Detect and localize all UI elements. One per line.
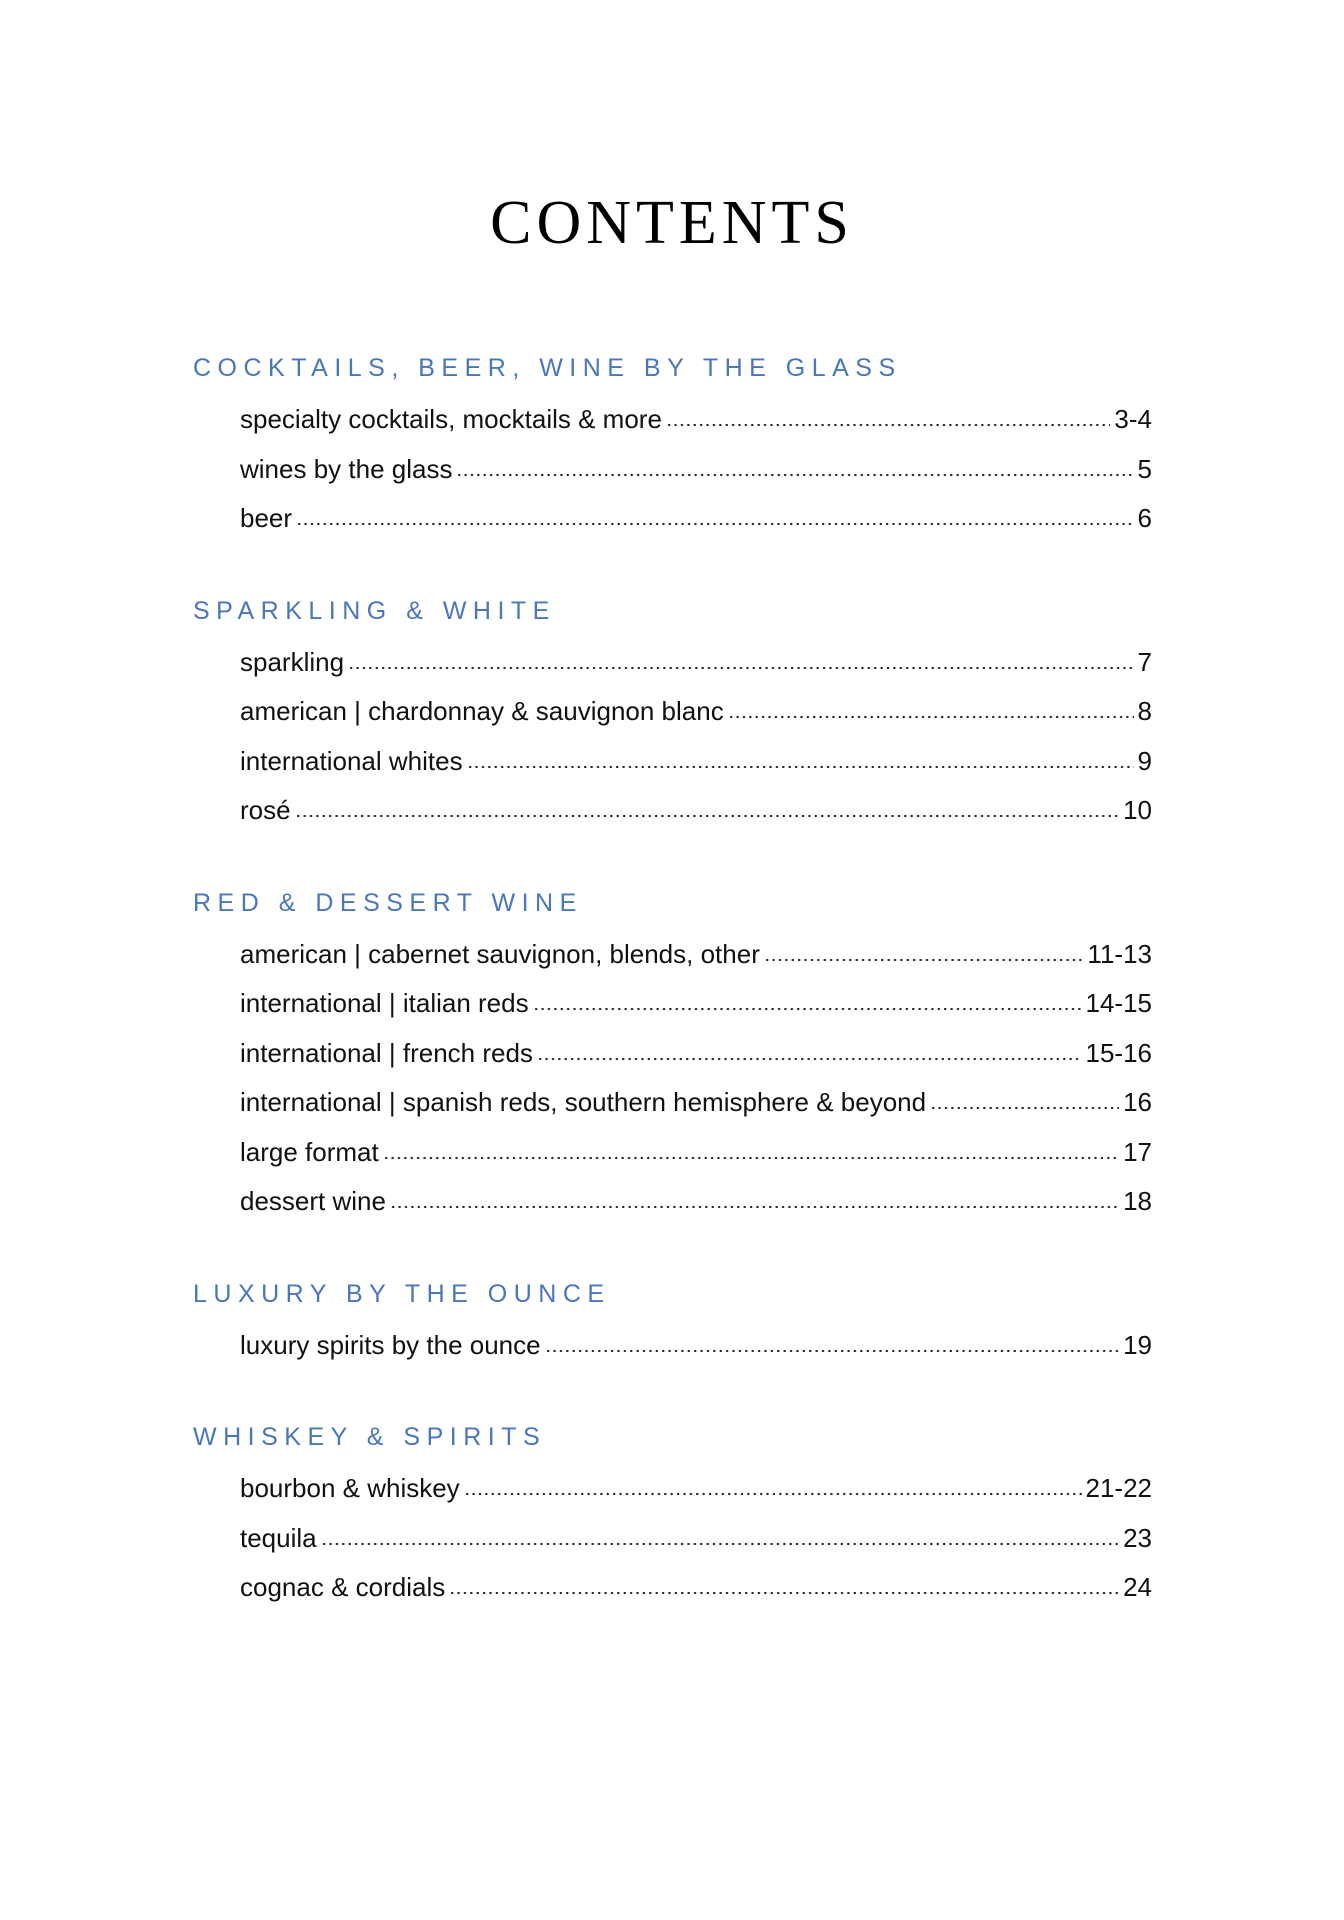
toc-entry-page-number: 19 xyxy=(1123,1329,1152,1360)
toc-entry-page-number: 21-22 xyxy=(1085,1473,1152,1503)
toc-entry-label: wines by the glass xyxy=(240,453,453,484)
toc-entry-page-number: 9 xyxy=(1137,745,1152,776)
dot-leader xyxy=(666,402,1111,428)
toc-entry-label: specialty cocktails, mocktails & more xyxy=(240,404,662,434)
toc-entry-label: international whites xyxy=(240,745,463,776)
toc-entry-label: dessert wine xyxy=(240,1186,386,1216)
dot-leader xyxy=(930,1085,1119,1111)
section-heading: RED & DESSERT WINE xyxy=(193,888,583,917)
toc-entry[interactable] xyxy=(240,1078,1152,1128)
section-entry-list xyxy=(0,930,1344,1227)
toc-entry-label: bourbon & whiskey xyxy=(240,1473,460,1503)
contents-section xyxy=(0,591,1344,836)
toc-entry-page-number: 16 xyxy=(1123,1087,1152,1117)
toc-entry[interactable] xyxy=(240,979,1152,1029)
toc-entry[interactable] xyxy=(240,445,1152,495)
toc-entry-label: international | italian reds xyxy=(240,988,529,1018)
dot-leader xyxy=(537,1036,1082,1062)
toc-entry[interactable] xyxy=(240,1563,1152,1613)
toc-entry[interactable] xyxy=(240,494,1152,544)
dot-leader xyxy=(467,744,1134,770)
toc-entry-page-number: 11-13 xyxy=(1087,938,1152,969)
toc-entry-label: cognac & cordials xyxy=(240,1572,446,1602)
toc-entry[interactable] xyxy=(240,1029,1152,1079)
toc-entry-page-number: 5 xyxy=(1137,453,1152,484)
contents-section xyxy=(0,1417,1344,1613)
toc-entry-label: american | chardonnay & sauvignon blanc xyxy=(240,696,724,726)
toc-entry-label: rosé xyxy=(240,795,291,825)
toc-entry[interactable] xyxy=(240,786,1152,836)
toc-entry-page-number: 15-16 xyxy=(1085,1037,1152,1068)
toc-entry-label: luxury spirits by the ounce xyxy=(240,1329,541,1360)
dot-leader xyxy=(348,645,1133,671)
dot-leader xyxy=(464,1471,1082,1497)
section-heading: COCKTAILS, BEER, WINE BY THE GLASS xyxy=(193,354,902,382)
contents-section xyxy=(0,1274,1344,1371)
toc-entry[interactable] xyxy=(240,1464,1152,1514)
page-title: CONTENTS xyxy=(490,189,854,257)
toc-entry-page-number: 10 xyxy=(1123,795,1152,825)
toc-entry-page-number: 17 xyxy=(1123,1136,1152,1167)
toc-entry-label: international | spanish reds, southern hemisphere & beyond xyxy=(240,1087,927,1117)
toc-entry[interactable] xyxy=(240,737,1152,787)
toc-entry-page-number: 8 xyxy=(1137,696,1152,726)
section-heading: LUXURY BY THE OUNCE xyxy=(193,1279,611,1308)
toc-entry-page-number: 14-15 xyxy=(1085,988,1152,1018)
dot-leader xyxy=(545,1328,1119,1354)
toc-entry-page-number: 24 xyxy=(1123,1572,1152,1602)
toc-entry-page-number: 3-4 xyxy=(1114,404,1152,434)
toc-entry[interactable] xyxy=(240,1514,1152,1564)
section-entry-list xyxy=(0,638,1344,836)
toc-entry-label: large format xyxy=(240,1136,379,1167)
dot-leader xyxy=(449,1570,1119,1596)
contents-section xyxy=(0,348,1344,544)
section-entry-list xyxy=(0,395,1344,544)
dot-leader xyxy=(533,986,1082,1012)
toc-entry-label: sparkling xyxy=(240,646,345,677)
dot-leader xyxy=(296,501,1133,527)
toc-entry-label: american | cabernet sauvignon, blends, other xyxy=(240,938,760,969)
dot-leader xyxy=(728,694,1134,720)
contents-section xyxy=(0,883,1344,1227)
dot-leader xyxy=(321,1521,1119,1547)
toc-entry[interactable] xyxy=(240,1128,1152,1178)
toc-entry-page-number: 18 xyxy=(1123,1186,1152,1216)
toc-entry-page-number: 23 xyxy=(1123,1522,1152,1553)
dot-leader xyxy=(383,1135,1119,1161)
dot-leader xyxy=(295,793,1120,819)
dot-leader xyxy=(456,452,1133,478)
toc-entry-page-number: 6 xyxy=(1137,503,1152,533)
dot-leader xyxy=(390,1184,1119,1210)
section-entry-list xyxy=(0,1464,1344,1613)
toc-entry[interactable] xyxy=(240,638,1152,688)
section-heading: WHISKEY & SPIRITS xyxy=(193,1423,547,1451)
toc-entry[interactable] xyxy=(240,1177,1152,1227)
toc-entry[interactable] xyxy=(240,687,1152,737)
dot-leader xyxy=(764,937,1084,963)
toc-entry-label: beer xyxy=(240,503,293,533)
section-entry-list xyxy=(0,1321,1344,1371)
toc-entry[interactable] xyxy=(240,1321,1152,1371)
toc-entry[interactable] xyxy=(240,395,1152,445)
toc-entry-page-number: 7 xyxy=(1137,646,1152,677)
toc-entry-label: tequila xyxy=(240,1522,317,1553)
toc-entry[interactable] xyxy=(240,930,1152,980)
toc-entry-label: international | french reds xyxy=(240,1037,533,1068)
contents-sections xyxy=(0,348,1344,1660)
section-heading: SPARKLING & WHITE xyxy=(193,596,556,625)
